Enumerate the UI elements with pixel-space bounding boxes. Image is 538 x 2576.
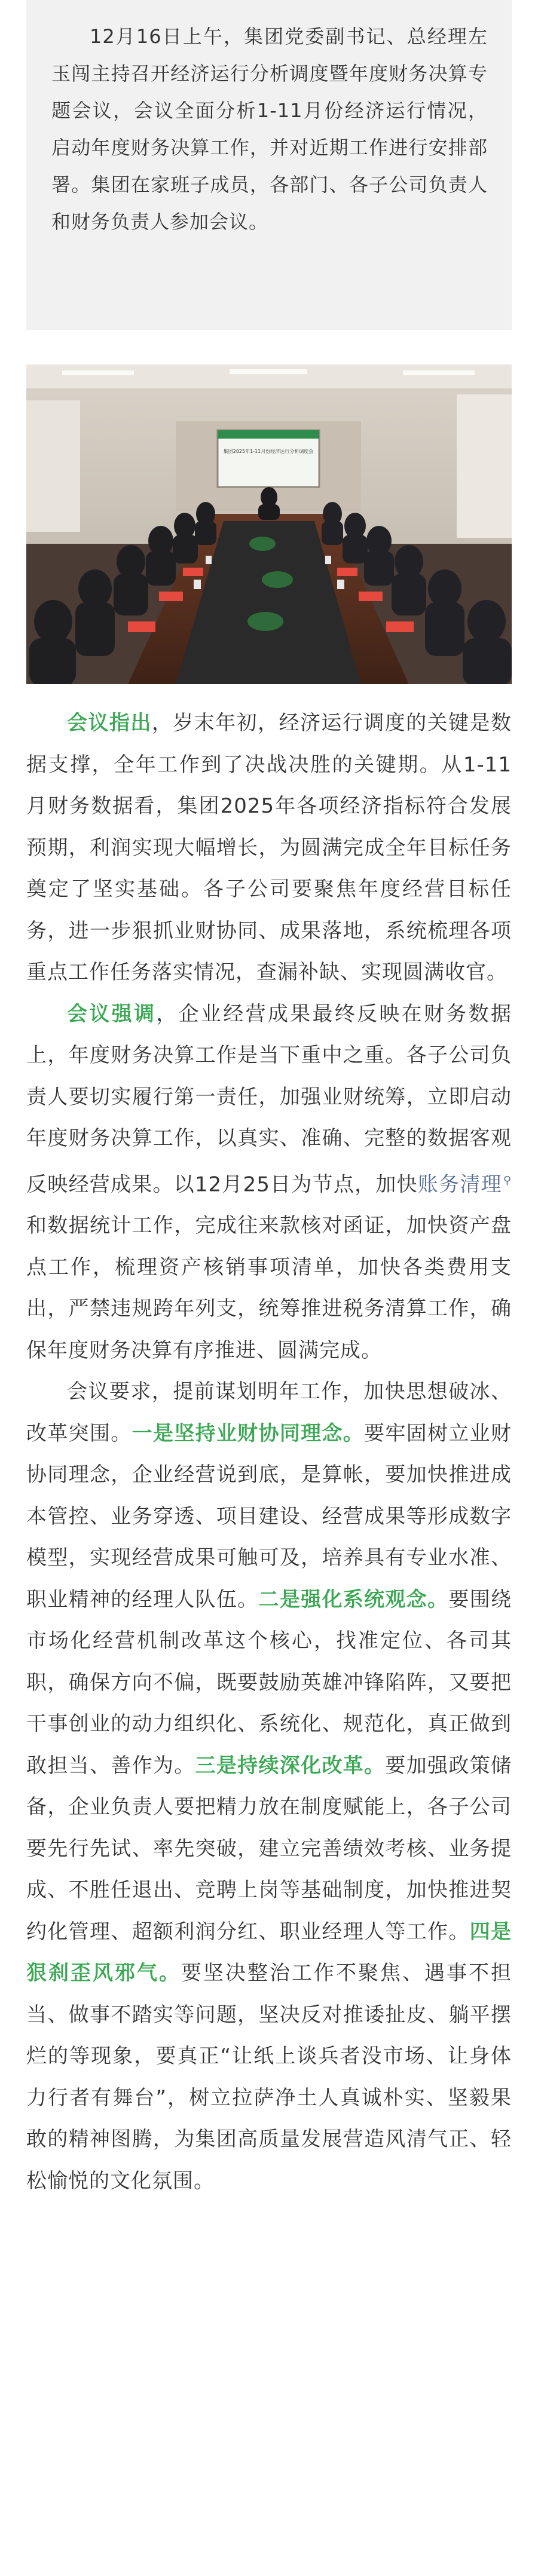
- article-body: [26, 703, 512, 2202]
- point-2-title: 二是强化系统观念。: [258, 1587, 449, 1612]
- paragraph-3-intro: 会议要求，提前谋划明年工作，加快思想破冰、改革突围。: [26, 1380, 512, 1445]
- point-4-title: 四是狠刹歪风邪气。: [26, 1919, 512, 1986]
- point-1-title: 一是坚持业财协同理念。: [132, 1421, 365, 1445]
- summary-box: [26, 0, 512, 330]
- lead-meeting-noted: 会议指出: [67, 711, 152, 735]
- point-3-text: 要加强政策储备，企业负责人要把精力放在制度赋能上，各子公司要先行先试、率先突破，建立完善绩效考核、业务提成、不胜任退出、竞聘上岗等基础制度，加快推进契约化管理、超额利润分红、职业经理人等工作。: [26, 1753, 512, 1944]
- meeting-photo: [26, 365, 512, 684]
- point-4-text: 要坚决整治工作不聚焦、遇事不担当、做事不踏实等问题，坚决反对推诿扯皮、躺平摆烂的等现象，要真正“让纸上谈兵者没市场、让身体力行者有舞台”，树立拉萨净土人真诚朴实、坚毅果敢的精神图腾，为集团高质量发展营造风清气正、轻松愉悦的文化氛围。: [26, 1961, 512, 2193]
- search-icon[interactable]: ⚲: [503, 1174, 512, 1187]
- paragraph-meeting-noted: [26, 703, 512, 994]
- meeting-photo-illustration: [26, 365, 512, 684]
- paragraph-1-text: ，岁末年初，经济运行调度的关键是数据支撑，全年工作到了决战决胜的关键期。从1-11月财务数据看，集团2025年各项经济指标符合发展预期，利润实现大幅增长，为圆满完成全年目标任务奠定了坚实基础。各子公司要聚焦年度经营目标任务，进一步狠抓业财协同、成果落地，系统梳理各项重点工作任务落实情况，查漏补缺、实现圆满收官。: [26, 711, 512, 984]
- paragraph-meeting-emphasized: [26, 994, 512, 1372]
- screen-caption: 集团2025年1-11月份经济运行分析调度会: [223, 449, 314, 454]
- point-3-title: 三是持续深化改革。: [195, 1753, 386, 1778]
- point-2-text: 要围绕市场化经营机制改革这个核心，找准定位、各司其职，确保方向不偏，既要鼓励英雄冲锋陷阵，又要把干事创业的动力组织化、系统化、规范化，真正做到敢担当、善作为。: [26, 1587, 512, 1778]
- projection-screen: [218, 430, 319, 487]
- paragraph-meeting-required: [26, 1371, 512, 2202]
- summary-text: 12月16日上午，集团党委副书记、总经理左玉闯主持召开经济运行分析调度暨年度财务决算专题会议，会议全面分析1-11月份经济运行情况，启动年度财务决算工作，并对近期工作进行安排部署。集团在家班子成员，各部门、各子公司负责人和财务负责人参加会议。: [51, 25, 488, 233]
- point-1-text: 要牢固树立业财协同理念，企业经营说到底，是算帐，要加快推进成本管控、业务穿透、项目建设、经营成果等形成数字模型，实现经营成果可触可及，培养具有专业水准、职业精神的经理人队伍。: [26, 1421, 512, 1612]
- paragraph-2-text-after: 和数据统计工作，完成往来款核对函证，加快资产盘点工作，梳理资产核销事项清单，加快各类费用支出，严禁违规跨年列支，统筹推进税务清算工作，确保年度财务决算有序推进、圆满完成。: [26, 1214, 512, 1362]
- account-cleanup-link[interactable]: 账务清理: [417, 1172, 502, 1196]
- lead-meeting-emphasized: 会议强调: [67, 1001, 157, 1026]
- paragraph-2-text-before: ，企业经营成果最终反映在财务数据上，年度财务决算工作是当下重中之重。各子公司负责人要切实履行第一责任，加强业财统筹，立即启动年度财务决算工作，以真实、准确、完整的数据客观反映经营成果。以12月25日为节点，加快: [26, 1001, 512, 1196]
